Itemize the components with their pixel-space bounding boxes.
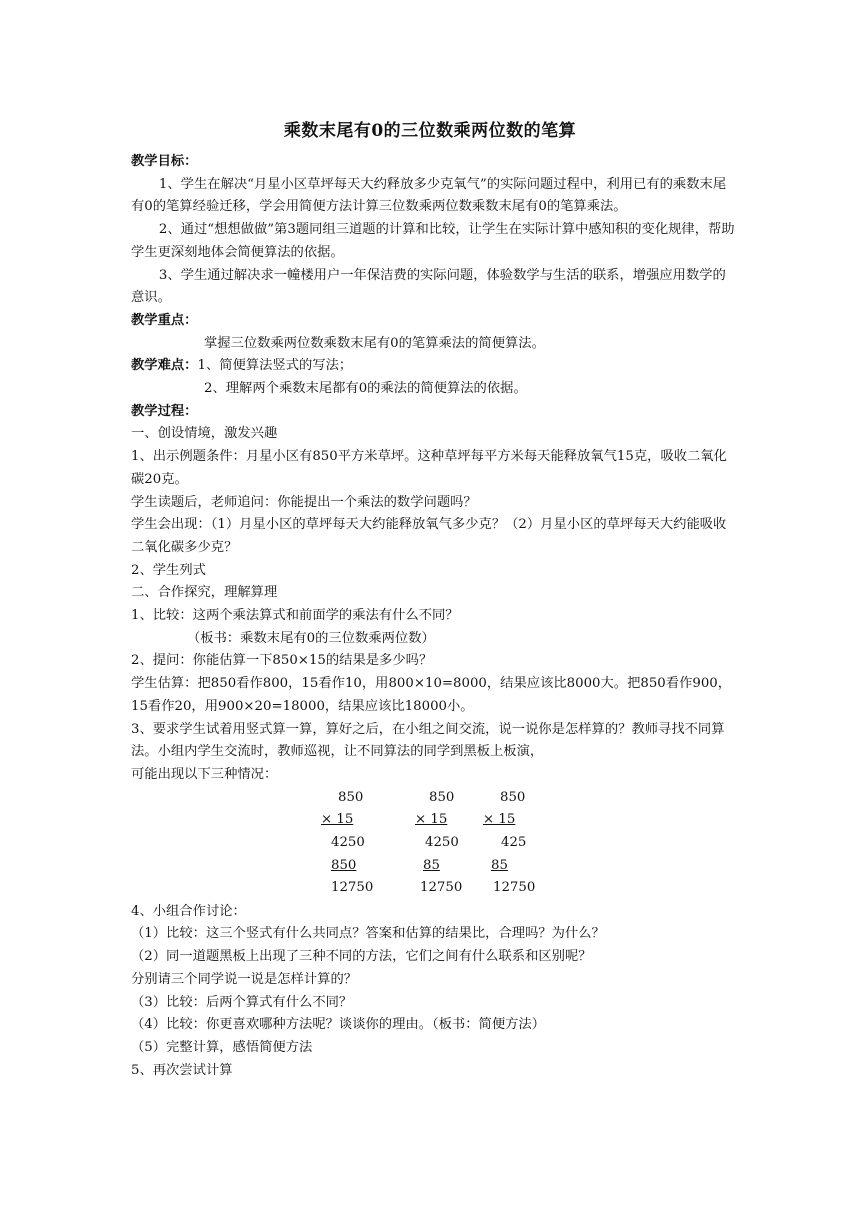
multiplicand: 850 <box>429 789 455 805</box>
discussion-1: （1）比较：这三个竖式有什么共同点？答案和估算的结果比，合理吗？为什么？ <box>131 926 605 942</box>
part2-step-4: 4、小组合作讨论： <box>131 903 246 919</box>
difficulty-item-2: 2、理解两个乘数末尾都有0的乘法的简便算法的依据。 <box>204 381 527 397</box>
partial-product-1: 425 <box>501 835 527 851</box>
key-points-heading: 教学重点： <box>131 312 198 328</box>
step-2: 2、学生列式 <box>131 562 206 578</box>
calculation-3 <box>483 787 583 900</box>
step-1-follow: 学生读题后，老师追问：你能提出一个乘法的数学问题吗？ <box>131 494 477 510</box>
multiplicand: 850 <box>338 789 364 805</box>
multiplier: × 15 <box>483 812 516 828</box>
result: 12750 <box>420 880 463 896</box>
result: 12750 <box>493 880 536 896</box>
goals-heading: 教学目标： <box>131 154 198 169</box>
partial-product-2: 85 <box>423 857 440 873</box>
vertical-calculations <box>131 787 737 901</box>
difficulties-row <box>131 355 737 378</box>
step-1: 1、出示例题条件：月星小区有850平方米草坪。这种草坪每平方米每天能释放氧气15克，吸收二氧化碳20克。 <box>131 449 727 487</box>
multiplier: × 15 <box>415 812 448 828</box>
difficulty-item-1: 1、简便算法竖式的写法； <box>197 358 353 374</box>
partial-product-1: 4250 <box>425 835 459 851</box>
part1-title: 一、创设情境，激发兴趣 <box>131 426 278 442</box>
result: 12750 <box>331 880 374 896</box>
multiplicand: 850 <box>500 789 526 805</box>
board-note: （板书：乘数末尾有0的三位数乘两位数） <box>187 630 435 646</box>
difficulties-heading: 教学难点： <box>131 358 198 374</box>
partial-product-2: 850 <box>331 857 357 873</box>
part2-step-3: 3、要求学生试着用竖式算一算，算好之后，在小组之间交流，说一说你是怎样算的？教师寻找不同算法。小组内学生交流时，教师巡视，让不同算法的同学到黑板上板演， <box>131 721 725 760</box>
document-title: 乘数末尾有0的三位数乘两位数的笔算 <box>283 121 577 141</box>
multiplier: × 15 <box>321 812 354 828</box>
estimate-text: 学生估算：把850看作800，15看作10，用800×10=8000，结果应该比8000大。把850看作900，15看作20，用900×20=18000，结果应该比18000小。 <box>131 676 732 714</box>
part2-step-2: 2、提问：你能估算一下850×15的结果是多少吗？ <box>131 653 433 669</box>
step-1-answer: 学生会出现：（1）月星小区的草坪每天大约能释放氧气多少克？（2）月星小区的草坪每天大约能吸收二氧化碳多少克？ <box>131 517 727 555</box>
part2-step-1: 1、比较：这两个乘法算式和前面学的乘法有什么不同？ <box>131 608 459 624</box>
discussion-4: （4）比较：你更喜欢哪种方法呢？谈谈你的理由。（板书：简便方法） <box>131 1017 546 1033</box>
part2-step-5: 5、再次尝试计算 <box>131 1062 233 1078</box>
part2-step-3b: 可能出现以下三种情况： <box>131 766 278 782</box>
discussion-2: （2）同一道题黑板上出现了三种不同的方法，它们之间有什么联系和区别呢？ <box>131 949 592 965</box>
goal-item-1: 1、学生在解决“月星小区草坪每天大约释放多少克氧气”的实际问题过程中，利用已有的乘数末尾有0的笔算经验迁移，学会用简便方法计算三位数乘两位数乘数末尾有0的笔算乘法。 <box>131 176 727 215</box>
goal-item-2: 2、通过“想想做做”第3题同组三道题的计算和比较，让学生在实际计算中感知积的变化规律，帮助学生更深刻地体会简便算法的依据。 <box>131 222 735 260</box>
discussion-3: （3）比较：后两个算式有什么不同？ <box>131 994 353 1010</box>
key-points-text: 掌握三位数乘两位数乘数末尾有0的笔算乘法的简便算法。 <box>204 335 545 351</box>
discussion-2b: 分别请三个同学说一说是怎样计算的？ <box>131 971 358 987</box>
goal-item-3: 3、学生通过解决求一幢楼用户一年保洁费的实际问题，体验数学与生活的联系，增强应用数学的意识。 <box>131 267 726 306</box>
partial-product-2: 85 <box>491 857 508 873</box>
process-heading: 教学过程： <box>131 403 198 419</box>
calculation-1 <box>321 787 401 900</box>
discussion-5: （5）完整计算，感悟简便方法 <box>131 1039 313 1055</box>
part2-title: 二、合作探究，理解算理 <box>131 585 278 601</box>
partial-product-1: 4250 <box>331 835 365 851</box>
document-body <box>131 151 737 1082</box>
